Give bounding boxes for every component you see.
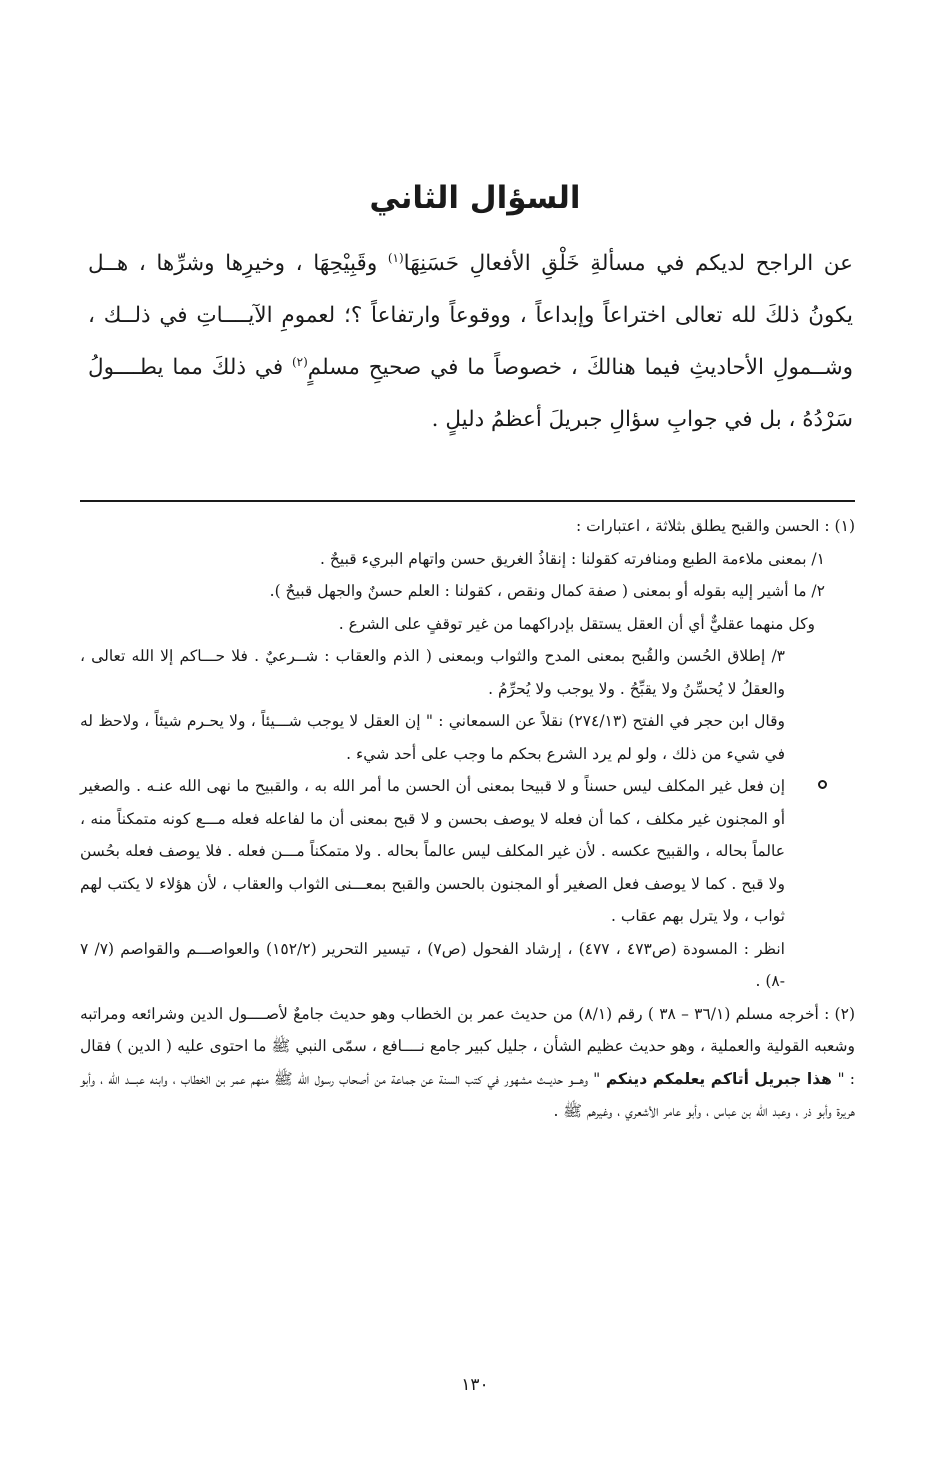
main-text-part-3: في ذلكَ مما يطــــولُ سَرْدُهُ ، بل في جوابِ سؤالِ جبريلَ أعظمُ دليلٍ . (88, 355, 853, 432)
page-title: السؤال الثاني (369, 180, 581, 216)
footnote-2-hadith-quote: هذا جبريل أتاكم يعلمكم دينكم (600, 1069, 838, 1088)
main-paragraph (88, 238, 853, 446)
footnote-1-quote: وقال ابن حجر في الفتح (٢٧٤/١٣) نقلاً عن السمعاني : " إن العقل لا يوجب شـــيئاً ، ولا يحـرم شيئاً ، ولاحظ له في شيء من ذلك ، ولو لم يرد الشرع بحكم ما وجب على أحد شيء . (80, 712, 785, 763)
main-text-part-2: وقَبِيْحِهَا ، وخيرِها وشرِّها ، هــل يكونُ ذلكَ لله تعالى اختراعاً وإبداعاً ، ووقوعاً وارتفاعاً ؟؛ لعمومِ الآيــــاتِ في ذلــك ، وشــمولِ الأحاديثِ فيما هنالكَ ، خصوصاً ما في صحيحِ مسلمٍ (88, 251, 853, 380)
footnote-1-references: انظر : المسودة (ص٤٧٣ ، ٤٧٧) ، إرشاد الفحول (ص٧) ، تيسير التحرير (١٥٢/٢) والعواصـــم والقواصم (٧/ ٧ -٨) . (80, 939, 785, 990)
footnote-2-part-1: (٢) : أخرجه مسلم (٣٦/١ – ٣٨ ) رقم (٨/١) من حديث عمر بن الخطاب وهو حديث جامعٌ لأصــــول الدين وشرائعه ومراتبه وشعبه القولية والعملية ، وهو حديث عظيم الشأن ، جليل كبير جامع نــــافع ، سمّى النبي ﷺ ما احتوى عليه ( الدين ) فقال : " (80, 1004, 855, 1088)
footnotes-section (80, 510, 855, 1128)
main-text-part-1: عن الراجح لديكم في مسألةِ خَلْقِ الأفعالِ حَسَنِهَا (403, 251, 853, 276)
page-number: ١٣٠ (461, 1375, 489, 1395)
footnote-1-item-2: ٢/ ما أشير إليه بقوله أو بمعنى ( صفة كمال ونقص ، كقولنا : العلم حسنٌ والجهل قبيحٌ ). (269, 582, 825, 600)
footnote-ref-2[interactable]: (٢) (291, 354, 308, 369)
footnote-1-item-1: ١/ بمعنى ملاءمة الطبع ومنافرته كقولنا : إنقاذُ الغريق حسن واتهام البريء قبيحٌ . (320, 549, 825, 568)
footnote-ref-1[interactable]: (١) (387, 250, 404, 265)
footnote-divider (80, 500, 855, 502)
footnote-2-part-2: " وهـــو حديــث مشهور في كتب السنة عن جماعة من أصحاب رسول الله ﷺ منهم عمر بن الخطاب ، وابنه عبـــد الله ، وأبو هريرة وأبو ذر ، وعبد الله بن عباس ، وأبو عامر الأشعري ، وغيرهم ﷺ . (80, 1069, 855, 1120)
footnote-2 (80, 998, 855, 1128)
footnote-1-bullet-block (80, 770, 785, 933)
bullet-circle-icon (818, 780, 827, 789)
footnote-1-intro: (١) : الحسن والقبح يطلق بثلاثة ، اعتبارات : (576, 517, 855, 535)
footnote-1-note: وكل منهما عقليٌّ أي أن العقل يستقل بإدراكهما من غير توقفٍ على الشرع . (338, 614, 815, 633)
footnote-1-bullet-text: إن فعل غير المكلف ليس حسناً و لا قبيحا بمعنى أن الحسن ما أمر الله به ، والقبيح ما نهى الله عنـه . والصغير أو المجنون غير مكلف ، كما أن فعله لا يوصف بحسن و لا قبح بمعنى أن ما لفاعله فعله مـــع كونه متمكناً منه ، عالماً بحاله ، والقبيح عكسه . لأن غير المكلف ليس عالماً بحاله . ولا متمكناً مـــن فعله . فلا يوصف فعله بحُسن ولا قبح . كما لا يوصف فعل الصغير أو المجنون بالحسن والقبح بمعـــنى الثواب والعقاب ، لأن هؤلاء لا يكتب لهم ثواب ، ولا يترل بهم عقاب . (80, 777, 785, 925)
footnote-1-item-3: ٣/ إطلاق الحُسن والقُبح بمعنى المدح والثواب وبمعنى ( الذم والعقاب : شــرعيٌ . فلا حـــاكم إلا الله تعالى ، والعقلُ لا يُحسِّنُ ولا يقبِّحُ . ولا يوجب ولا يُحرِّمُ . (80, 647, 785, 698)
